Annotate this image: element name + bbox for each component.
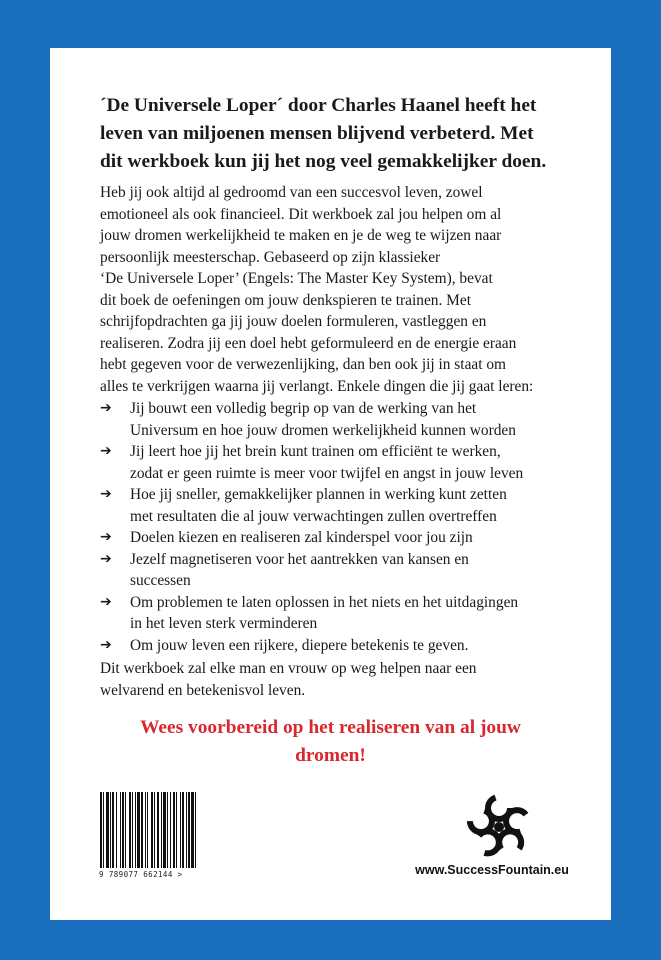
list-item-text: Om problemen te laten oplossen in het niets en het uitdagingen in het leven sterk verminderen	[130, 593, 519, 632]
barcode-digits: 9 789077 662144 >	[99, 870, 183, 879]
publisher-website: www.SuccessFountain.eu	[415, 863, 569, 877]
list-item	[100, 549, 580, 592]
list-item	[100, 527, 580, 549]
list-item	[100, 635, 580, 657]
list-item-text: Hoe jij sneller, gemakkelijker plannen in werking kunt zetten met resultaten die al jouw verwachtingen zullen overtreffen	[130, 486, 507, 525]
isbn-barcode	[99, 792, 227, 878]
success-fountain-logo-icon	[464, 792, 534, 862]
list-item-text: Jij bouwt een volledig begrip op van de werking van het Universum en hoe jouw dromen werkelijkheid kunnen worden	[130, 400, 516, 439]
arrow-bullet-icon: ➔	[100, 550, 112, 567]
intro-heading: ´De Universele Loper´ door Charles Haanel heeft het leven van miljoenen mensen blijvend verbeterd. Met dit werkboek kun jij het nog veel gemakkelijker doen.	[100, 95, 547, 172]
arrow-bullet-icon: ➔	[100, 400, 112, 416]
arrow-bullet-icon: ➔	[100, 636, 112, 653]
learn-list	[100, 398, 580, 656]
list-item-text: Om jouw leven een rijkere, diepere betekenis te geven.	[130, 636, 469, 654]
description-paragraph: Heb jij ook altijd al gedroomd van een succesvol leven, zowel emotioneel als ook financieel. Dit werkboek zal jou helpen om al jouw dromen werkelijkheid te maken en je de weg te wijzen naar persoonlijk meesterschap. Gebaseerd op zijn klassieker ‘De Universele Loper’ (Engels: The Master Key System), bevat dit boek de oefeningen om jouw denkspieren te trainen. Met schrijfopdrachten ga jij jouw doelen formuleren, vastleggen en realiseren. Zodra jij een doel hebt geformuleerd en de energie eraan hebt gegeven voor de verwezenlijking, dan ben ook jij in staat om alles te verkrijgen waarna jij verlangt. Enkele dingen die jij gaat leren:	[100, 184, 534, 395]
list-item	[100, 398, 580, 441]
list-item-text: Doelen kiezen en realiseren zal kinderspel voor jou zijn	[130, 529, 473, 546]
arrow-bullet-icon: ➔	[100, 486, 112, 502]
arrow-bullet-icon: ➔	[100, 593, 112, 610]
barcode-bars-icon	[99, 792, 227, 868]
tagline: Wees voorbereid op het realiseren van al jouw dromen!	[140, 717, 521, 766]
list-item	[100, 592, 580, 635]
list-item	[100, 441, 580, 484]
list-item-text: Jezelf magnetiseren voor het aantrekken van kansen en successen	[130, 550, 469, 589]
arrow-bullet-icon: ➔	[100, 529, 112, 545]
arrow-bullet-icon: ➔	[100, 443, 112, 459]
list-item-text: Jij leert hoe jij het brein kunt trainen om efficiënt te werken, zodat er geen ruimte is meer voor twijfel en angst in jouw leven	[130, 443, 524, 482]
list-item	[100, 484, 580, 527]
closing-paragraph: Dit werkboek zal elke man en vrouw op weg helpen naar een welvarend en betekenisvol leven.	[100, 660, 477, 699]
text-panel	[50, 48, 611, 920]
